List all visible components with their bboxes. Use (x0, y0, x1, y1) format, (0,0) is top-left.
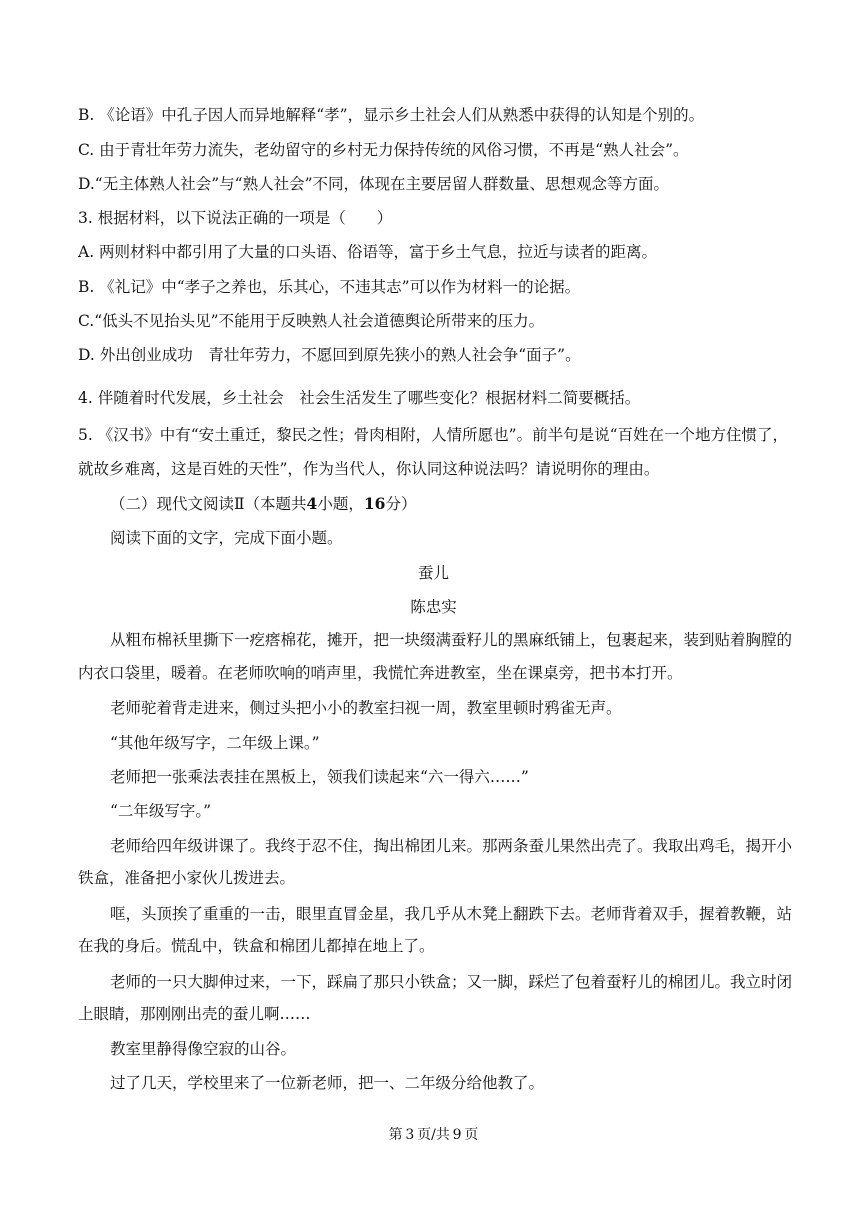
story-line: 老师给四年级讲课了。我终于忍不住，掏出棉团儿来。那两条蚕儿果然出壳了。我取出鸡毛，揭开小 (110, 837, 793, 855)
story-title: 蚕儿 (417, 564, 449, 582)
footer-page-number: 3 (405, 1127, 415, 1143)
story-line: 从粗布棉袄里撕下一疙瘩棉花，摊开，把一块缀满蚕籽儿的黑麻纸铺上，包裹起来，装到贴着胸膛的 (110, 631, 793, 649)
page-footer (0, 1125, 867, 1145)
question-3-option-b: B. 《礼记》中“孝子之养也，乐其心，不违其志”可以作为材料一的论据。 (78, 278, 581, 296)
section-score: 16 (363, 494, 386, 513)
story-line: 老师的一只大脚伸过来，一下，踩扁了那只小铁盒；又一脚，踩烂了包着蚕籽儿的棉团儿。我立时闭 (110, 973, 793, 991)
question-5-line-1: 5. 《汉书》中有“安土重迁，黎民之性；骨肉相附，人情所愿也”。前半句是说“百姓在一个地方住惯了， (78, 426, 788, 444)
question-3-option-a: A. 两则材料中都引用了大量的口头语、俗语等，富于乡土气息，拉近与读者的距离。 (78, 243, 658, 261)
footer-middle: 页/共 (417, 1127, 450, 1143)
section-title-mid: 小题， (317, 495, 364, 513)
story-line: 哐，头顶挨了重重的一击，眼里直冒金星，我几乎从木凳上翻跌下去。老师背着双手，握着教鞭，站 (110, 905, 793, 923)
section-title-suffix: 分） (385, 495, 417, 513)
option-b: B. 《论语》中孔子因人而异地解释“孝”，显示乡土社会人们从熟悉中获得的认知是个别的。 (78, 106, 705, 124)
story-line: “其他年级写字，二年级上课。” (110, 734, 320, 752)
footer-total-pages: 9 (452, 1127, 462, 1143)
story-line: “二年级写字。” (110, 802, 212, 820)
story-line: 在我的身后。慌乱中，铁盒和棉团儿都掉在地上了。 (78, 937, 435, 955)
story-line: 内衣口袋里，暖着。在老师吹响的哨声里，我慌忙奔进教室，坐在课桌旁，把书本打开。 (78, 664, 683, 682)
question-5-line-2: 就故乡难离，这是百姓的天性”，作为当代人，你认同这种说法吗？请说明你的理由。 (78, 460, 660, 478)
question-3-option-d: D. 外出创业成功 青壮年劳力，不愿回到原先狭小的熟人社会争“面子”。 (78, 346, 581, 364)
footer-prefix: 第 (388, 1127, 403, 1143)
section-title-prefix: （二）现代文阅读Ⅱ（本题共 (110, 495, 307, 513)
story-line: 上眼睛，那刚刚出壳的蚕儿啊…… (78, 1005, 311, 1023)
option-d: D.“无主体熟人社会”与“熟人社会”不同，体现在主要居留人群数量、思想观念等方面。 (78, 175, 670, 193)
story-line: 铁盒，准备把小家伙儿拨进去。 (78, 869, 296, 887)
option-c: C. 由于青壮年劳力流失，老幼留守的乡村无力保持传统的风俗习惯，不再是“熟人社会”。 (78, 141, 689, 159)
story-line: 过了几天，学校里来了一位新老师，把一、二年级分给他教了。 (110, 1074, 545, 1092)
story-author: 陈忠实 (410, 598, 457, 616)
question-3-option-c: C.“低头不见抬头见”不能用于反映熟人社会道德舆论所带来的压力。 (78, 312, 545, 330)
story-line: 老师把一张乘法表挂在黑板上，领我们读起来“六一得六……” (110, 768, 529, 786)
footer-suffix: 页 (464, 1127, 479, 1143)
story-line: 老师驼着背走进来，侧过头把小小的教室扫视一周，教室里顿时鸦雀无声。 (110, 699, 622, 717)
section-instruction: 阅读下面的文字，完成下面小题。 (110, 529, 343, 547)
question-4: 4. 伴随着时代发展，乡土社会 社会生活发生了哪些变化？根据材料二简要概括。 (78, 389, 641, 407)
section-question-count: 4 (306, 494, 318, 513)
section-heading (110, 494, 790, 514)
story-line: 教室里静得像空寂的山谷。 (110, 1040, 297, 1058)
question-3-stem: 3. 根据材料，以下说法正确的一项是（ ） (78, 209, 393, 227)
